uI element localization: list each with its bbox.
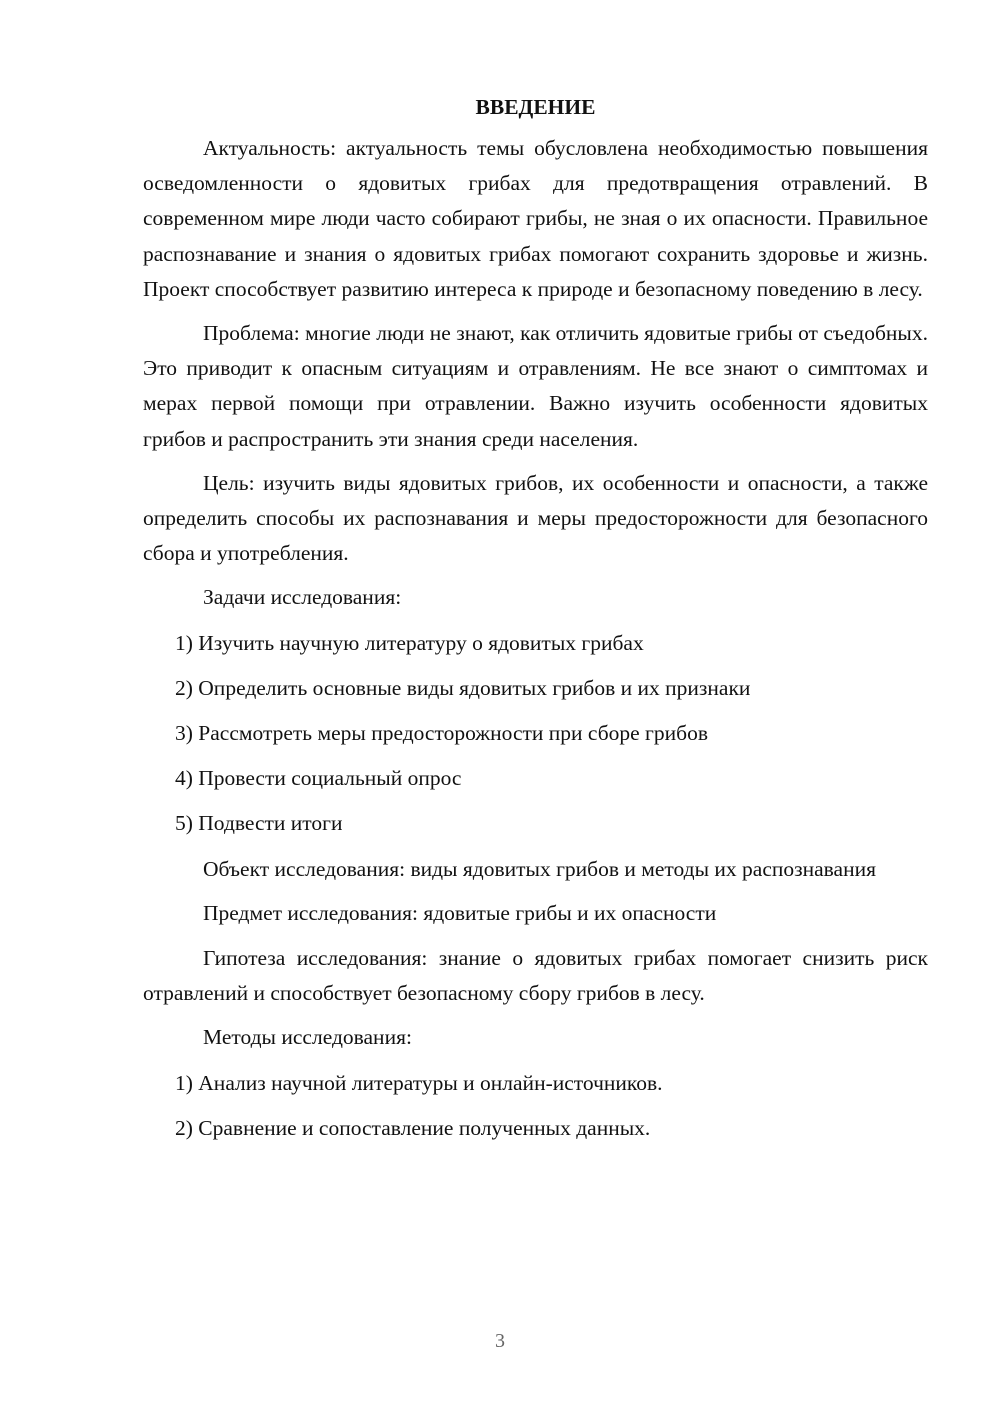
document-page bbox=[143, 90, 928, 1156]
list-item: 4) Провести социальный опрос bbox=[175, 766, 462, 791]
hypothesis-paragraph: Гипотеза исследования: знание о ядовитых грибах помогает снизить риск отравлений и способствует безопасному сбору грибов в лесу. bbox=[143, 946, 928, 1006]
list-item: 1) Изучить научную литературу о ядовитых грибах bbox=[175, 630, 644, 655]
methods-heading: Методы исследования: bbox=[203, 1025, 412, 1050]
goal-paragraph: Цель: изучить виды ядовитых грибов, их особенности и опасности, а также определить способы их распознавания и меры предосторожности для безопасного сбора и употребления. bbox=[143, 470, 928, 566]
list-item: 2) Определить основные виды ядовитых грибов и их признаки bbox=[175, 675, 751, 700]
list-item: 3) Рассмотреть меры предосторожности при сборе грибов bbox=[175, 721, 708, 746]
section-title: ВВЕДЕНИЕ bbox=[475, 95, 596, 119]
object-paragraph: Объект исследования: виды ядовитых грибов и методы их распознавания bbox=[203, 856, 876, 881]
tasks-list bbox=[143, 626, 928, 842]
tasks-heading: Задачи исследования: bbox=[203, 585, 402, 610]
page-number: 3 bbox=[495, 1330, 505, 1352]
problem-paragraph: Проблема: многие люди не знают, как отличить ядовитые грибы от съедобных. Это приводит к опасным ситуациям и отравлениям. Не все знают о симптомах и мерах первой помощи при отравлении. Важно изучить особенности ядовитых грибов и распространить эти знания среди населения. bbox=[143, 321, 928, 451]
methods-list bbox=[143, 1066, 928, 1146]
list-item: 1) Анализ научной литературы и онлайн-источников. bbox=[175, 1070, 663, 1095]
list-item: 5) Подвести итоги bbox=[175, 811, 343, 836]
subject-paragraph: Предмет исследования: ядовитые грибы и их опасности bbox=[203, 900, 717, 925]
list-item: 2) Сравнение и сопоставление полученных данных. bbox=[175, 1115, 651, 1140]
relevance-paragraph: Актуальность: актуальность темы обусловлена необходимостью повышения осведомленности о ядовитых грибах для предотвращения отравлений. В современном мире люди часто собирают грибы, не зная о их опасности. Правильное распознавание и знания о ядовитых грибах помогают сохранить здоровье и жизнь. Проект способствует развитию интереса к природе и безопасному поведению в лесу. bbox=[143, 136, 928, 301]
